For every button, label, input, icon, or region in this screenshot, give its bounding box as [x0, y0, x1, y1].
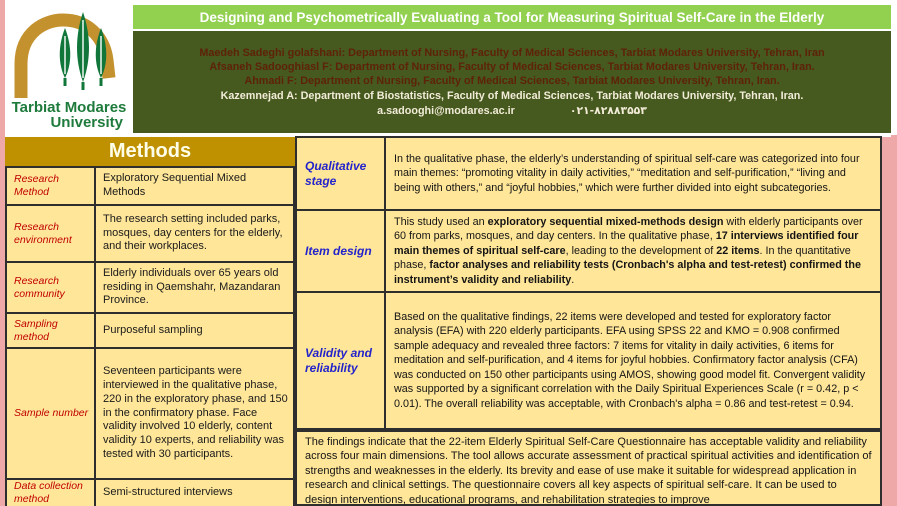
methods-section-header	[5, 137, 295, 166]
results-row-content	[386, 138, 880, 209]
contact-phone: ۰۲۱-۸۲۸۸۳۵۵۳	[569, 103, 647, 117]
methods-row-value: Elderly individuals over 65 years old residing in Qaemshahr, Mazandaran Province.	[96, 261, 295, 312]
methods-row-label: Research Method	[7, 166, 96, 204]
results-row-label: Validity and reliability	[297, 293, 386, 428]
methods-row-label: Research environment	[7, 204, 96, 261]
results-row-text: This study used an exploratory sequential mixed-methods design with elderly participants over 60 from parks, mosques, and day centers. In the qualitative phase, 17 interviews identified four main themes of spiritual self-care, leading to the development of 22 items. In the quantitative phase, factor analyses and reliability tests (Cronbach's alpha and test-retest) confirmed the instrument’s validity and reliability.	[394, 215, 863, 286]
contact-email: a.sadooghi@modares.ac.ir	[377, 104, 515, 117]
logo-title-line1: Tarbiat Modares	[11, 99, 127, 116]
methods-table	[5, 166, 295, 506]
methods-row-label: Research community	[7, 261, 96, 312]
authors-panel	[133, 31, 891, 133]
poster-title	[133, 5, 891, 29]
results-row-label: Qualitative stage	[297, 138, 386, 209]
methods-row-value: Exploratory Sequential Mixed Methods	[96, 166, 295, 204]
tarbiat-modares-logo-icon	[9, 6, 129, 102]
background-strip	[891, 0, 897, 135]
results-row-item-design	[295, 211, 882, 293]
logo-title-line2: University	[50, 114, 123, 132]
results-row-qualitative-stage	[295, 136, 882, 211]
author-line: Ahmadi F: Department of Nursing, Faculty of Medical Sciences, Tarbiat Modares University, Tehran, Iran.	[244, 75, 780, 88]
methods-row-value: Purposeful sampling	[96, 312, 295, 347]
logo-title	[5, 100, 133, 131]
results-row-content	[386, 293, 880, 428]
results-row-validity-reliability	[295, 293, 882, 430]
conclusion-text: The findings indicate that the 22-item Elderly Spiritual Self-Care Questionnaire has acceptable validity and reliability across four main dimensions. The tool allows accurate assessment of practical spiritual activities and identification of strengths and weaknesses in the elderly. Its brevity and ease of use make it suitable for widespread application in research and clinical settings. The questionnaire covers all key aspects of spiritual self-care. It can be used to design interventions, educational programs, and rehabilitation strategies to improve	[305, 436, 872, 506]
poster-title-text: Designing and Psychometrically Evaluating a Tool for Measuring Spiritual Self-Care in the Elderly	[199, 9, 825, 25]
methods-row-value: Seventeen participants were interviewed in the qualitative phase, 220 in the exploratory phase, and 150 in the confirmatory phase. Face validity involved 10 elderly, content validity 10 experts, and reliability was tested with 30 participants.	[96, 347, 295, 478]
methods-row-label: Data collection method	[7, 478, 96, 506]
results-row-text: Based on the qualitative findings, 22 items were developed and tested for exploratory factor analysis (EFA) with 220 elderly participants. EFA using SPSS 22 and KMO = 0.908 confirmed sample adequacy and revealed three factors: 7 items for vitality in daily activities, 6 items for meditation and self-purification, and 4 items for joyful hobbies. Confirmatory factor analysis (CFA) was conducted on 150 other participants using AMOS, showing good model fit. Convergent validity was supported by a significant correlation with the Daily Spiritual Experiences Scale (r = 0.42, p < 0.01). The overall reliability was acceptable, with Cronbach's alpha = 0.86 and test-retest = 0.94.	[394, 310, 866, 410]
author-line: Afsaneh Sadooghiasl F: Department of Nursing, Faculty of Medical Sciences, Tarbiat Modares University, Tehran, Iran.	[209, 61, 815, 74]
methods-row-value: The research setting included parks, mosques, day centers for the elderly, and their workplaces.	[96, 204, 295, 261]
university-logo	[5, 2, 133, 135]
results-row-text: In the qualitative phase, the elderly’s understanding of spiritual self-care was categorized into four main themes: “promoting vitality in daily activities,” “meditation and self-purification,” “living and being with others,” and “joyful hobbies,” which were further divided into eight subcategories.	[394, 152, 860, 194]
methods-row-label: Sample number	[7, 347, 96, 478]
contact-line	[133, 104, 891, 118]
results-row-label: Item design	[297, 211, 386, 291]
conclusion-panel	[295, 430, 882, 506]
results-row-content	[386, 211, 880, 291]
author-line: Maedeh Sadeghi golafshani: Department of Nursing, Faculty of Medical Sciences, Tarbiat Modares University, Tehran, Iran	[199, 47, 825, 60]
methods-header-text: Methods	[108, 140, 192, 162]
methods-row-label: Sampling method	[7, 312, 96, 347]
methods-row-value: Semi-structured interviews	[96, 478, 295, 506]
author-line: Kazemnejad A: Department of Biostatistics, Faculty of Medical Sciences, Tarbiat Modares University, Tehran, Iran.	[220, 89, 804, 102]
